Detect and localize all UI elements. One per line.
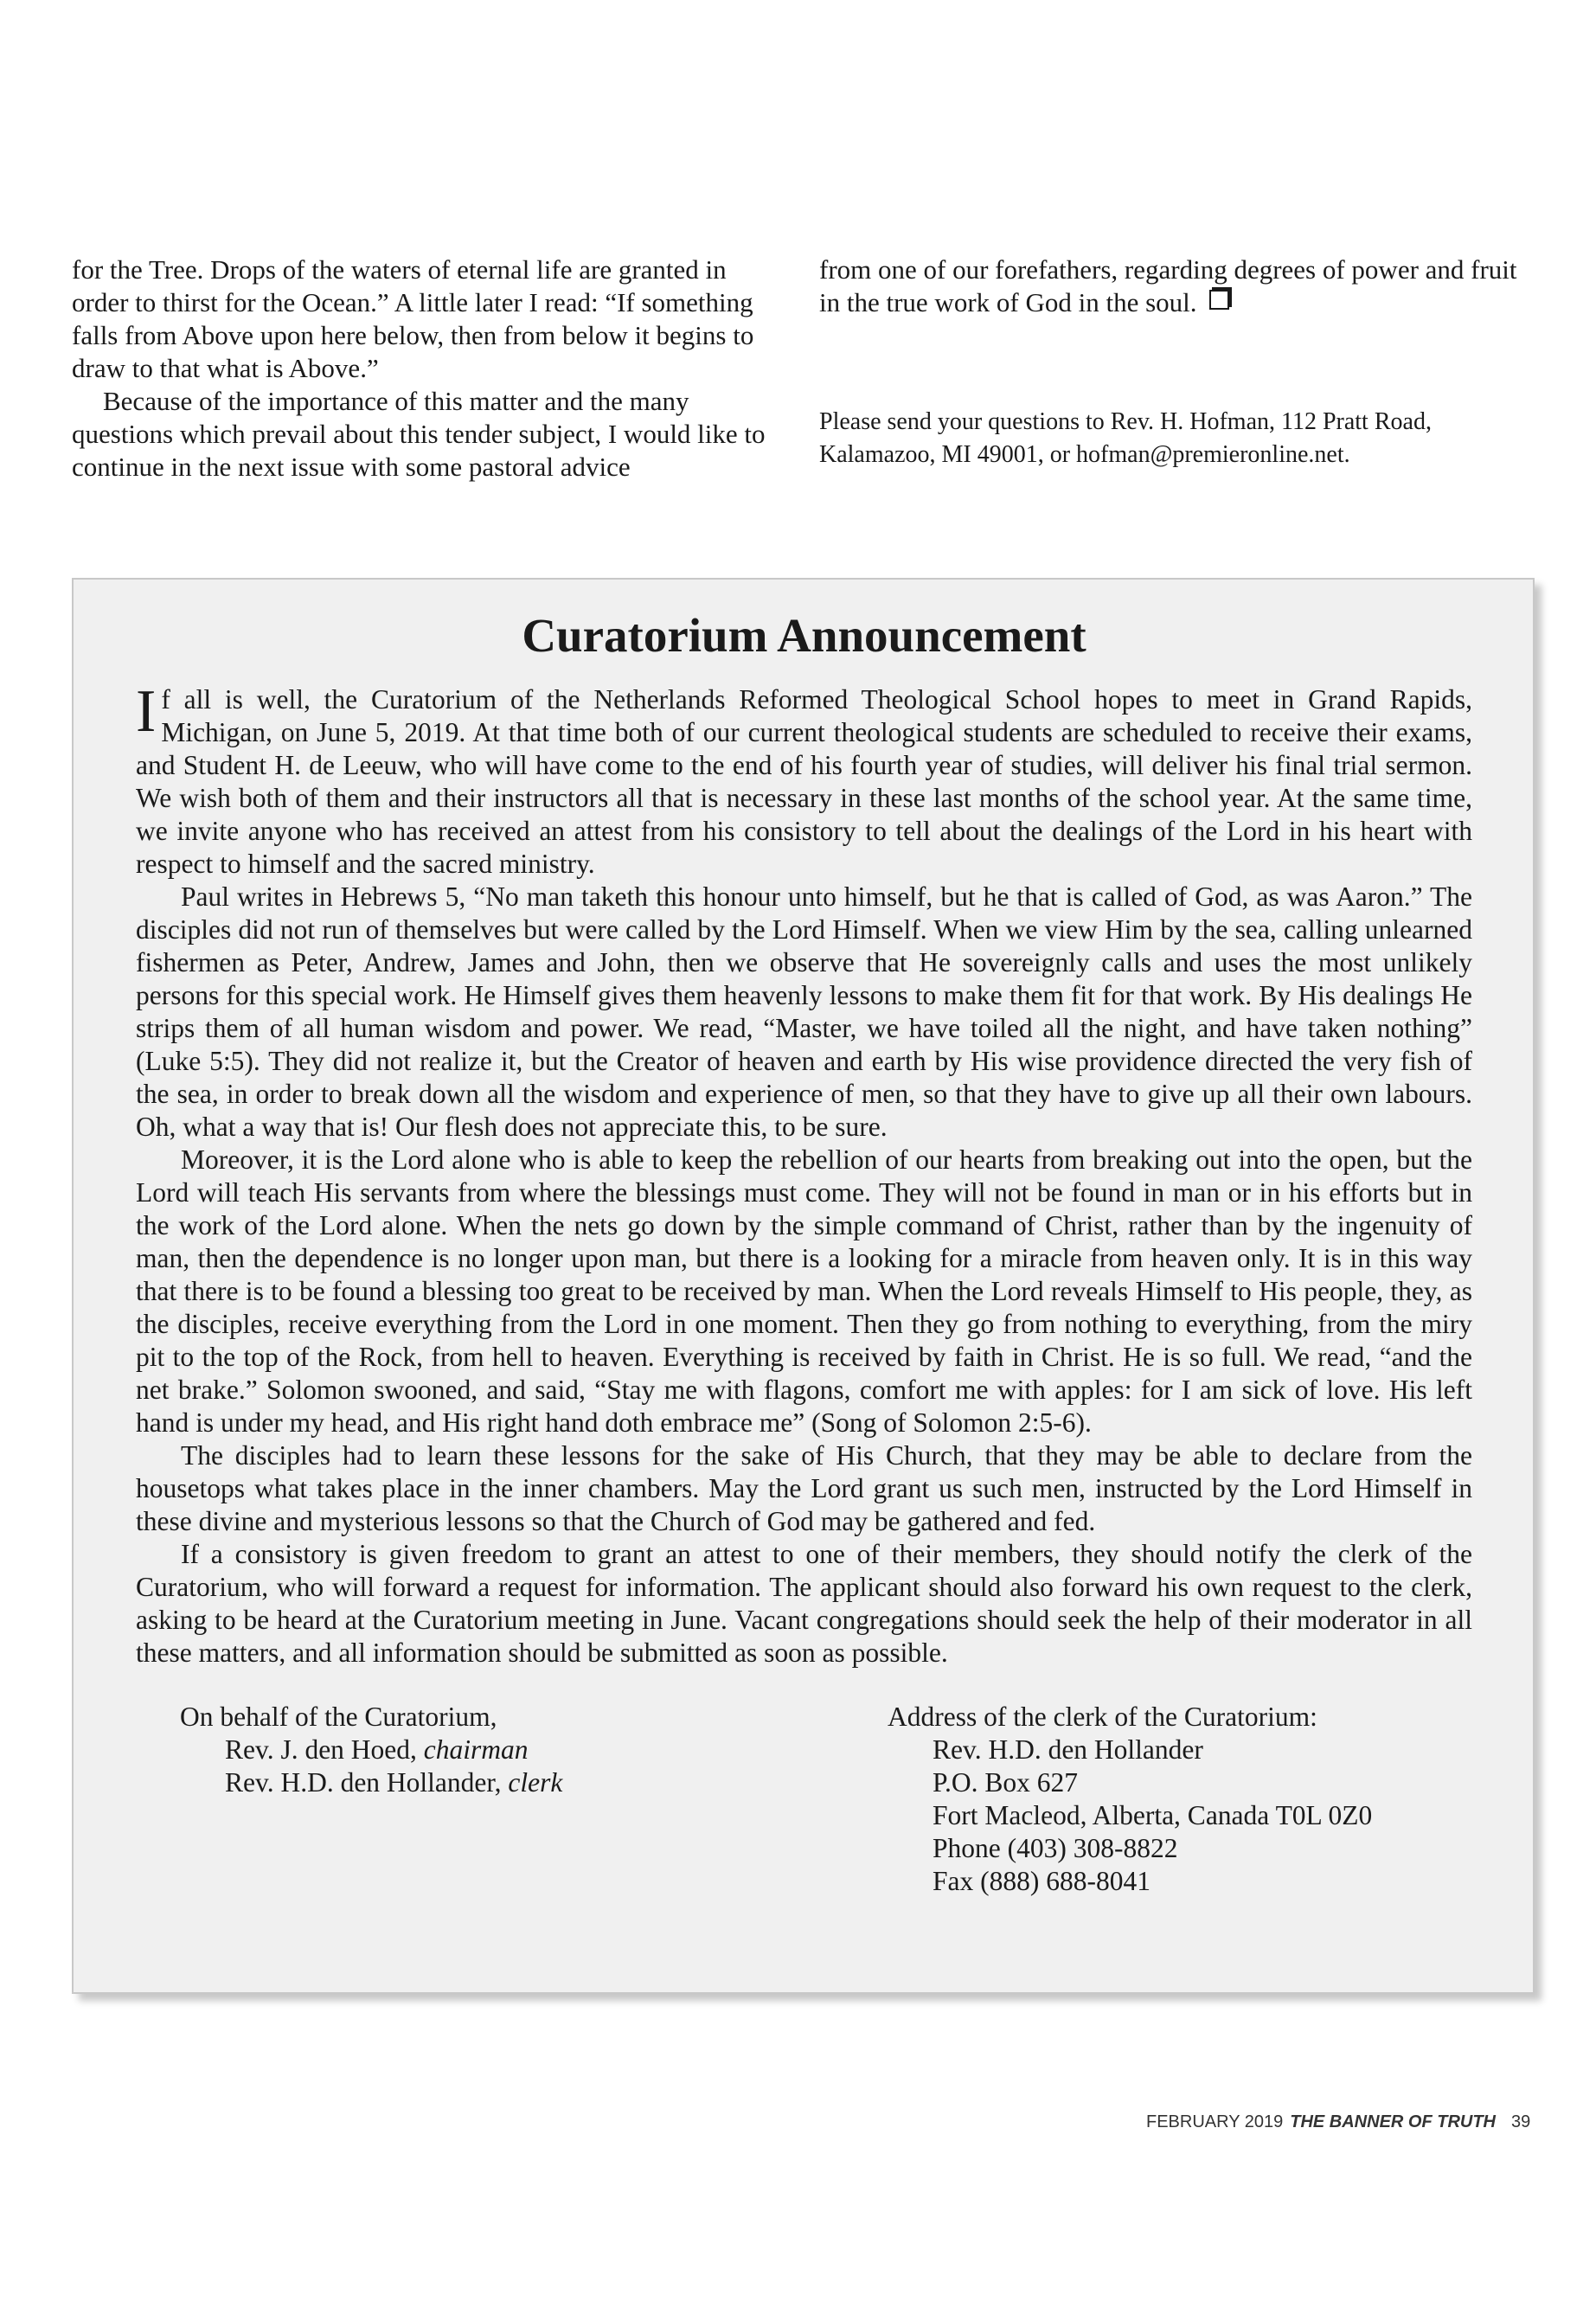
- announcement-paragraph-5: If a consistory is given freedom to grant an attest to one of their members, they should notify the clerk of the Curatorium, who will forward a request for information. The applicant should also forward his own request to the clerk, asking to be heard at the Curatorium meeting in June. Vacant congregations should seek the help of their moderator in all these matters, and all information should be submitted as soon as possible.: [136, 1539, 1472, 1668]
- left-column-paragraph-2: Because of the importance of this matter and the many questions which prevail about this tender subject, I would like to continue in the next issue with some pastoral advice: [72, 386, 766, 482]
- announcement-paragraph-1: [136, 678, 1472, 881]
- left-column-paragraph-1: for the Tree. Drops of the waters of eternal life are granted in order to thirst for the Ocean.” A little later I read: “If something falls from Above upon here below, then from below it begins to draw to that what is Above.”: [72, 254, 754, 383]
- end-of-article-box-icon: [1209, 290, 1229, 310]
- signature-chairman: [180, 1734, 562, 1766]
- announcement-box: [72, 578, 1535, 1994]
- left-column: [72, 253, 781, 484]
- signature-clerk: [180, 1766, 562, 1799]
- address-fax: Fax (888) 688-8041: [933, 1866, 1151, 1896]
- footer-date: FEBRUARY 2019: [1146, 2112, 1284, 2131]
- right-column-paragraph: [819, 253, 1533, 319]
- announcement-paragraph-4: The disciples had to learn these lessons for the sake of His Church, that they may be able to declare from the housetops what takes place in the inner chambers. May the Lord grant us such men, instructed by the Lord Himself in these divine and mysterious lessons so that the Church of God may be gathered and fed.: [136, 1440, 1472, 1536]
- send-questions-note: [819, 406, 1533, 471]
- chairman-name: Rev. J. den Hoed,: [225, 1734, 417, 1765]
- clerk-address: [888, 1701, 1372, 1898]
- address-phone: Phone (403) 308-8822: [933, 1833, 1178, 1863]
- chairman-role: chairman: [423, 1734, 529, 1765]
- address-heading: Address of the clerk of the Curatorium:: [888, 1702, 1317, 1732]
- send-note-line-1: Please send your questions to Rev. H. Hofman, 112 Pratt Road,: [819, 408, 1432, 435]
- footer-page-number: 39: [1511, 2112, 1531, 2131]
- signature-block: [136, 1701, 1472, 1900]
- announcement-paragraph-2: Paul writes in Hebrews 5, “No man taketh this honour unto himself, but he that is called of God, as was Aaron.” The disciples did not run of themselves but were called by the Lord Himself. When we view Him by the sea, calling unlearned fishermen as Peter, Andrew, James and John, then we observe that He sovereignly calls and uses the most unlikely persons for this special work. He Himself gives them heavenly lessons to make them fit for that work. By His dealings He strips them of all human wisdom and power. We read, “Master, we have toiled all the night, and have taken nothing” (Luke 5:5). They did not realize it, but the Creator of heaven and earth by His wise providence directed the very fish of the sea, in order to break down all the wisdom and experience of men, so that they have to give up all their own labours. Oh, what a way that is! Our flesh does not appreciate this, to be sure.: [136, 881, 1472, 1142]
- address-name: Rev. H.D. den Hollander: [933, 1734, 1203, 1765]
- announcement-body: [136, 678, 1472, 1670]
- drop-cap: I: [136, 678, 157, 745]
- clerk-role: clerk: [508, 1767, 563, 1798]
- footer-magazine: THE BANNER OF TRUTH: [1290, 2112, 1496, 2131]
- announcement-paragraph-3: Moreover, it is the Lord alone who is able to keep the rebellion of our hearts from breaking out into the open, but the Lord will teach His servants from where the blessings must come. They will not be found in man or in his efforts but in the work of the Lord alone. When the nets go down by the simple command of Christ, rather than by the ingenuity of man, then the dependence is no longer upon man, but there is a looking for a miracle from heaven only. It is in this way that there is to be found a blessing too great to be received by man. When the Lord reveals Himself to His people, they, as the disciples, receive everything from the Lord in one moment. Then they go from nothing to everything, from the miry pit to the top of the Rock, from hell to heaven. Everything is received by faith in Christ. He is so full. We read, “and the net brake.” Solomon swooned, and said, “Stay me with flagons, comfort me with apples: for I am sick of love. His left hand is under my head, and His right hand doth embrace me” (Song of Solomon 2:5-6).: [136, 1144, 1472, 1438]
- page-footer: [1146, 2112, 1530, 2132]
- signature-left: [180, 1701, 562, 1799]
- clerk-name: Rev. H.D. den Hollander,: [225, 1767, 502, 1798]
- signature-heading: On behalf of the Curatorium,: [180, 1702, 497, 1732]
- right-column-paragraph-text: from one of our forefathers, regarding degrees of power and fruit in the true work of God in the soul.: [819, 254, 1517, 317]
- address-po-box: P.O. Box 627: [933, 1767, 1079, 1798]
- address-city: Fort Macleod, Alberta, Canada T0L 0Z0: [933, 1800, 1373, 1830]
- send-note-line-2: Kalamazoo, MI 49001, or hofman@premieronline.net.: [819, 441, 1350, 468]
- right-column: [819, 253, 1533, 471]
- announcement-paragraph-1-text: f all is well, the Curatorium of the Netherlands Reformed Theological School hopes to meet in Grand Rapids, Michigan, on June 5, 2019. At that time both of our current theological students are scheduled to receive their exams, and Student H. de Leeuw, who will have come to the end of his fourth year of studies, will deliver his final trial sermon. We wish both of them and their instructors all that is necessary in these last months of the school year. At the same time, we invite anyone who has received an attest from his consistory to tell about the dealings of the Lord in his heart with respect to himself and the sacred ministry.: [136, 684, 1472, 879]
- announcement-title: Curatorium Announcement: [522, 609, 1086, 662]
